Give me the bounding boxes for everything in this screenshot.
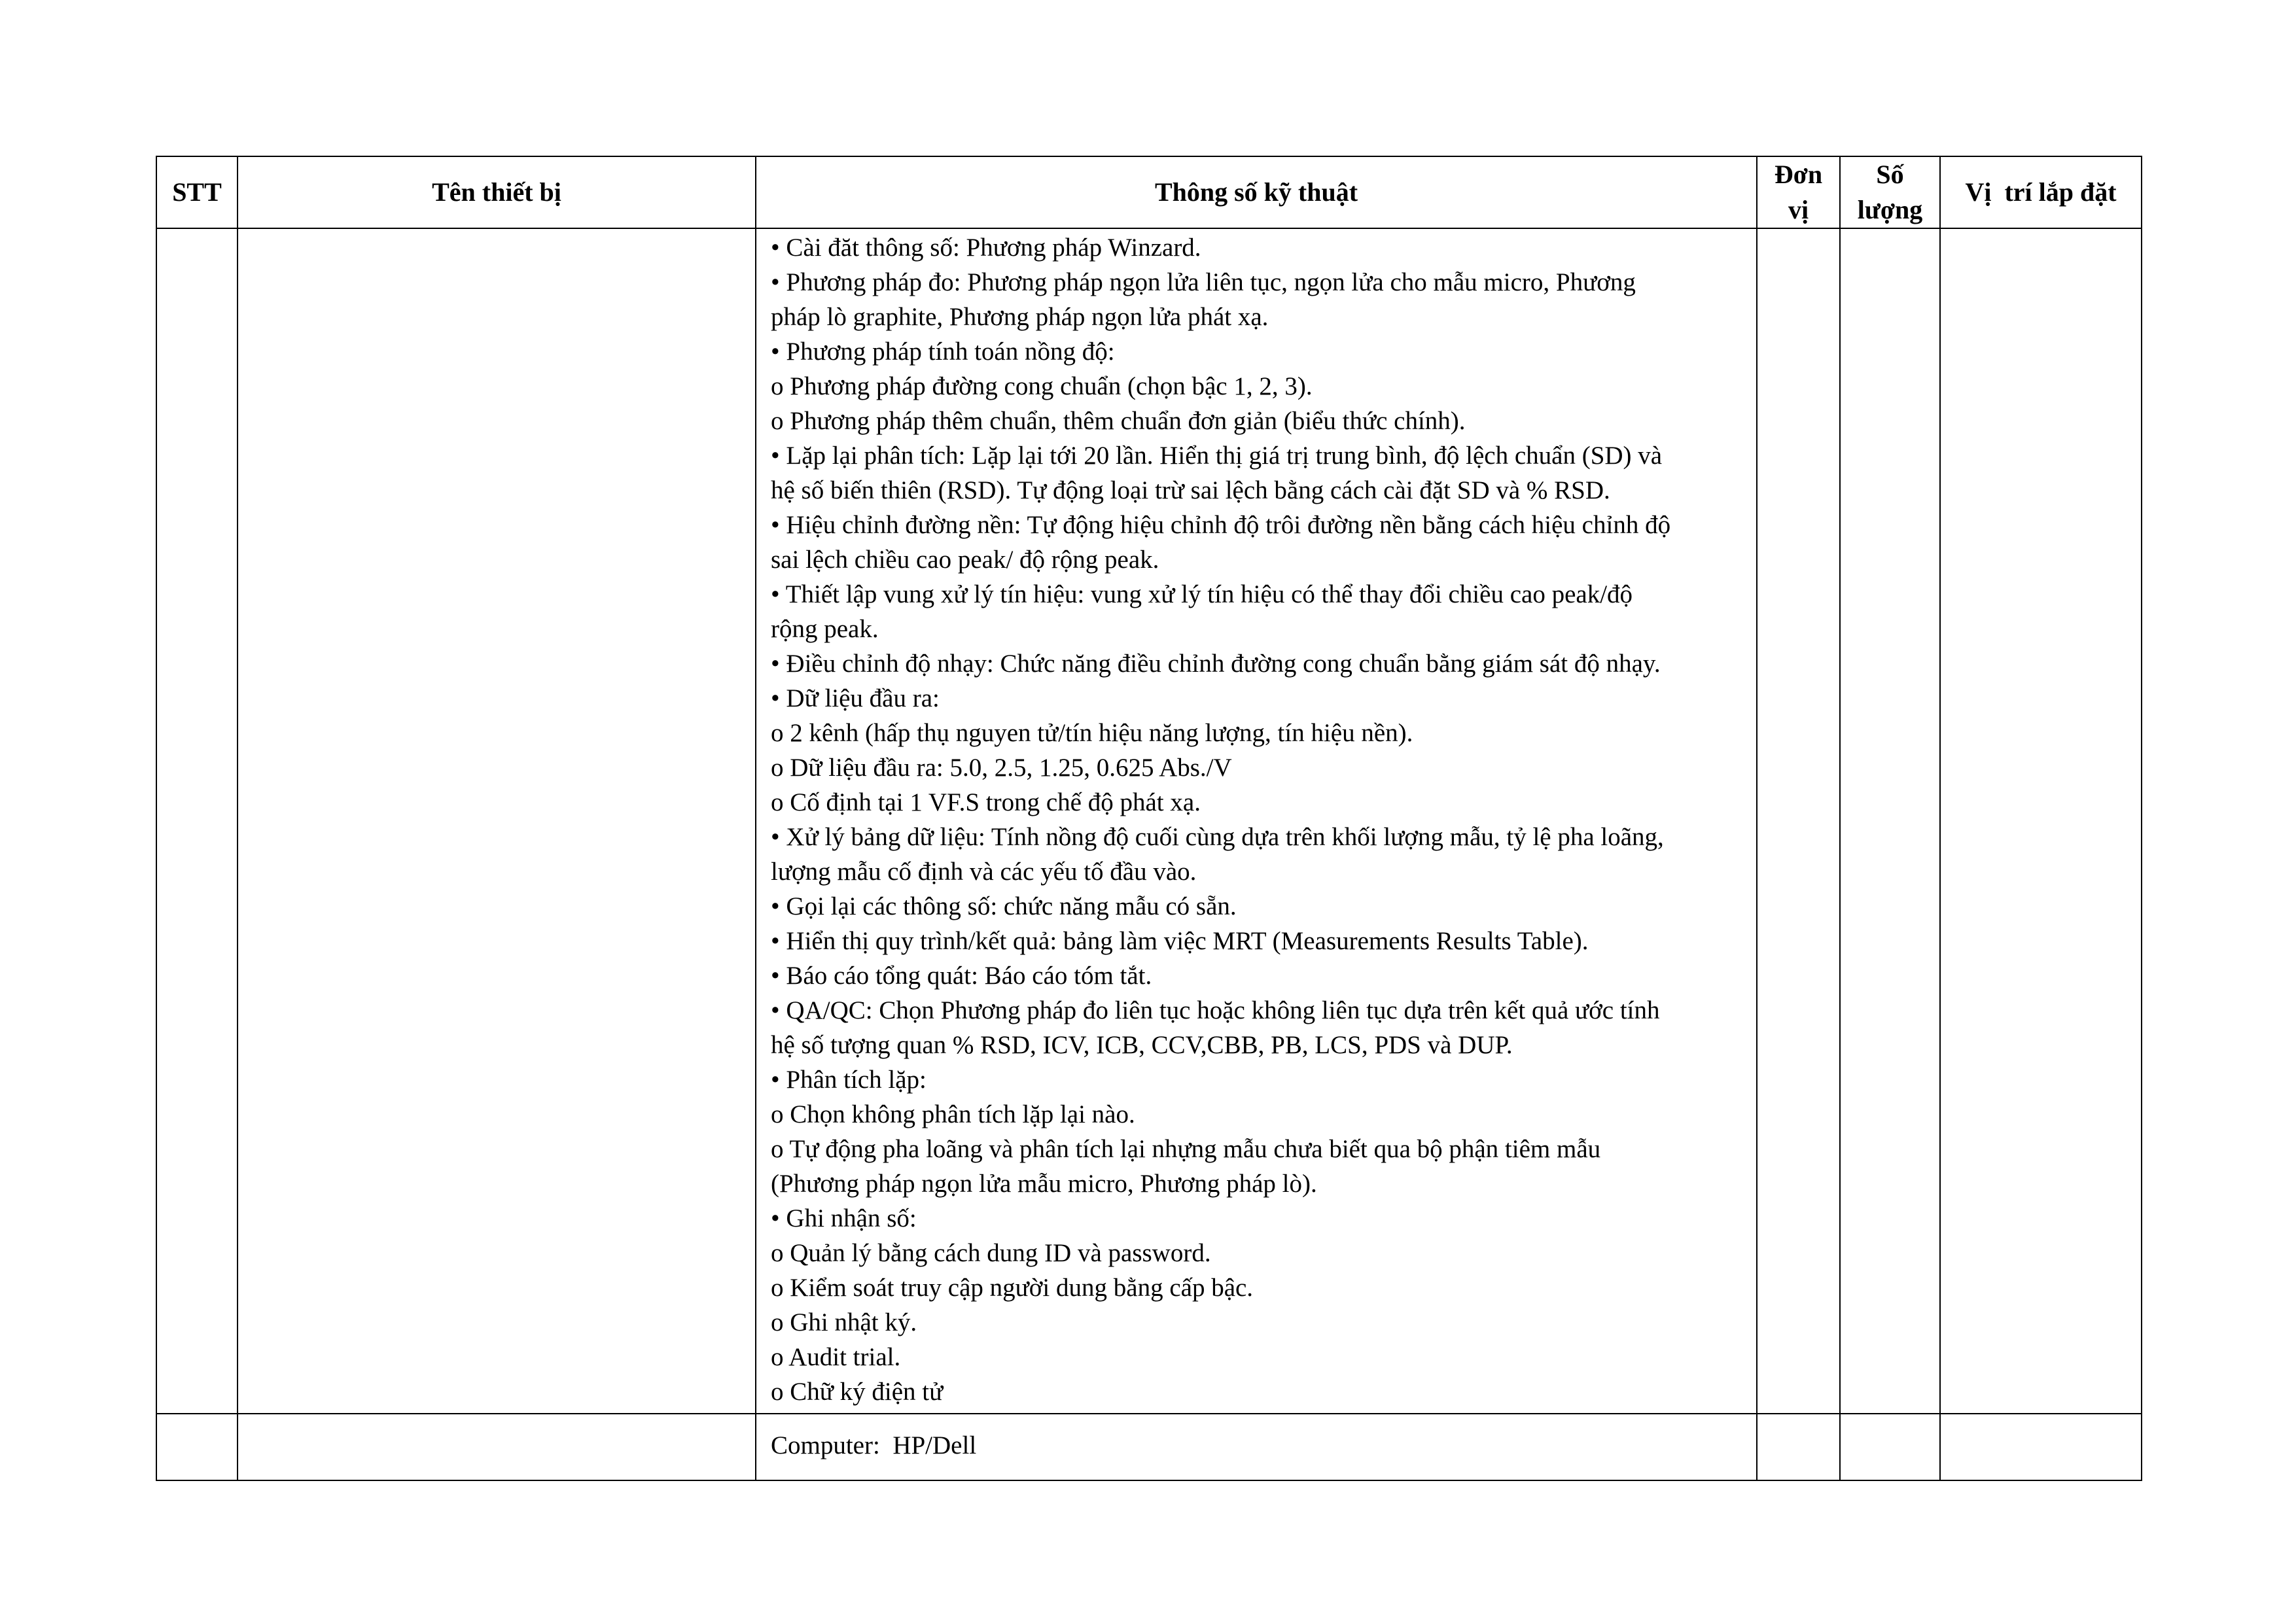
spec-line: • Điều chỉnh độ nhạy: Chức năng điều chỉnh đường cong chuẩn bằng giám sát độ nhạy. <box>771 650 1661 678</box>
device-name-cell <box>238 228 756 1414</box>
spec-line: • Ghi nhận số: <box>771 1204 917 1232</box>
spec-line: • Cài đăt thông số: Phương pháp Winzard. <box>771 234 1201 262</box>
spec-line: o Kiểm soát truy cập người dung bằng cấp bậc. <box>771 1274 1254 1302</box>
spec-line: • Lặp lại phân tích: Lặp lại tới 20 lần. Hiển thị giá trị trung bình, độ lệch chuẩn (SD) và <box>771 442 1663 470</box>
spec-line: o Cố định tại 1 VF.S trong chế độ phát xạ. <box>771 788 1201 816</box>
unit-cell <box>1757 1414 1840 1480</box>
device-name-cell <box>238 1414 756 1480</box>
spec-line: o Chữ ký điện tử <box>771 1378 944 1406</box>
spec-line: sai lệch chiều cao peak/ độ rộng peak. <box>771 546 1159 574</box>
table-header-row <box>156 156 2142 228</box>
spec-line: lượng mẫu cố định và các yếu tố đầu vào. <box>771 858 1197 886</box>
header-technical-spec: Thông số kỹ thuật <box>756 156 1757 228</box>
header-stt: STT <box>156 156 238 228</box>
spec-line: • QA/QC: Chọn Phương pháp đo liên tục hoặc không liên tục dựa trên kết quả ước tính <box>771 996 1660 1024</box>
technical-spec-cell: Computer: HP/Dell <box>756 1414 1757 1480</box>
spec-line: rộng peak. <box>771 615 879 643</box>
spec-line: hệ số tượng quan % RSD, ICV, ICB, CCV,CBB, PB, LCS, PDS và DUP. <box>771 1031 1513 1059</box>
location-cell <box>1940 1414 2142 1480</box>
table-row <box>156 1414 2142 1480</box>
unit-cell <box>1757 228 1840 1414</box>
spec-line: o Quản lý bằng cách dung ID và password. <box>771 1239 1211 1267</box>
spec-line: o Audit trial. <box>771 1343 901 1371</box>
stt-cell <box>156 228 238 1414</box>
spec-line: pháp lò graphite, Phương pháp ngọn lửa phát xạ. <box>771 303 1269 331</box>
spec-line: • Dữ liệu đầu ra: <box>771 684 940 712</box>
spec-line: o 2 kênh (hấp thụ nguyen tử/tín hiệu năng lượng, tín hiệu nền). <box>771 719 1413 747</box>
spec-line: • Phân tích lặp: <box>771 1066 927 1094</box>
spec-line: o Phương pháp thêm chuẩn, thêm chuẩn đơn giản (biểu thức chính). <box>771 407 1466 435</box>
spec-line: • Báo cáo tổng quát: Báo cáo tóm tắt. <box>771 962 1152 990</box>
quantity-cell <box>1840 1414 1940 1480</box>
spec-line: • Phương pháp tính toán nồng độ: <box>771 338 1115 366</box>
spec-line: o Ghi nhật ký. <box>771 1308 917 1336</box>
spec-line: • Gọi lại các thông số: chức năng mẫu có sẵn. <box>771 892 1237 920</box>
spec-line: • Phương pháp đo: Phương pháp ngọn lửa liên tục, ngọn lửa cho mẫu micro, Phương <box>771 268 1636 296</box>
table-row <box>156 228 2142 1414</box>
header-quantity: Số lượng <box>1840 156 1940 228</box>
spec-line: o Phương pháp đường cong chuẩn (chọn bậc 1, 2, 3). <box>771 372 1313 400</box>
specification-table <box>156 156 2142 1481</box>
spec-line: o Dữ liệu đầu ra: 5.0, 2.5, 1.25, 0.625 Abs./V <box>771 754 1232 782</box>
spec-line: o Chọn không phân tích lặp lại nào. <box>771 1100 1135 1128</box>
spec-line: • Hiển thị quy trình/kết quả: bảng làm việc MRT (Measurements Results Table). <box>771 927 1589 955</box>
spec-line: (Phương pháp ngọn lửa mẫu micro, Phương pháp lò). <box>771 1170 1317 1198</box>
stt-cell <box>156 1414 238 1480</box>
spec-line: • Thiết lập vung xử lý tín hiệu: vung xử lý tín hiệu có thể thay đổi chiều cao peak/độ <box>771 580 1633 608</box>
spec-line: hệ số biến thiên (RSD). Tự động loại trừ sai lệch bằng cách cài đặt SD và % RSD. <box>771 476 1610 504</box>
spec-line: o Tự động pha loãng và phân tích lại nhựng mẫu chưa biết qua bộ phận tiêm mẫu <box>771 1135 1601 1163</box>
header-device-name: Tên thiết bị <box>238 156 756 228</box>
technical-spec-cell <box>756 228 1757 1414</box>
header-install-location: Vị trí lắp đặt <box>1940 156 2142 228</box>
header-unit: Đơn vị <box>1757 156 1840 228</box>
spec-line: • Xử lý bảng dữ liệu: Tính nồng độ cuối cùng dựa trên khối lượng mẫu, tỷ lệ pha loãng, <box>771 823 1664 851</box>
location-cell <box>1940 228 2142 1414</box>
spec-line: • Hiệu chỉnh đường nền: Tự động hiệu chỉnh độ trôi đường nền bằng cách hiệu chỉnh độ <box>771 511 1671 539</box>
quantity-cell <box>1840 228 1940 1414</box>
